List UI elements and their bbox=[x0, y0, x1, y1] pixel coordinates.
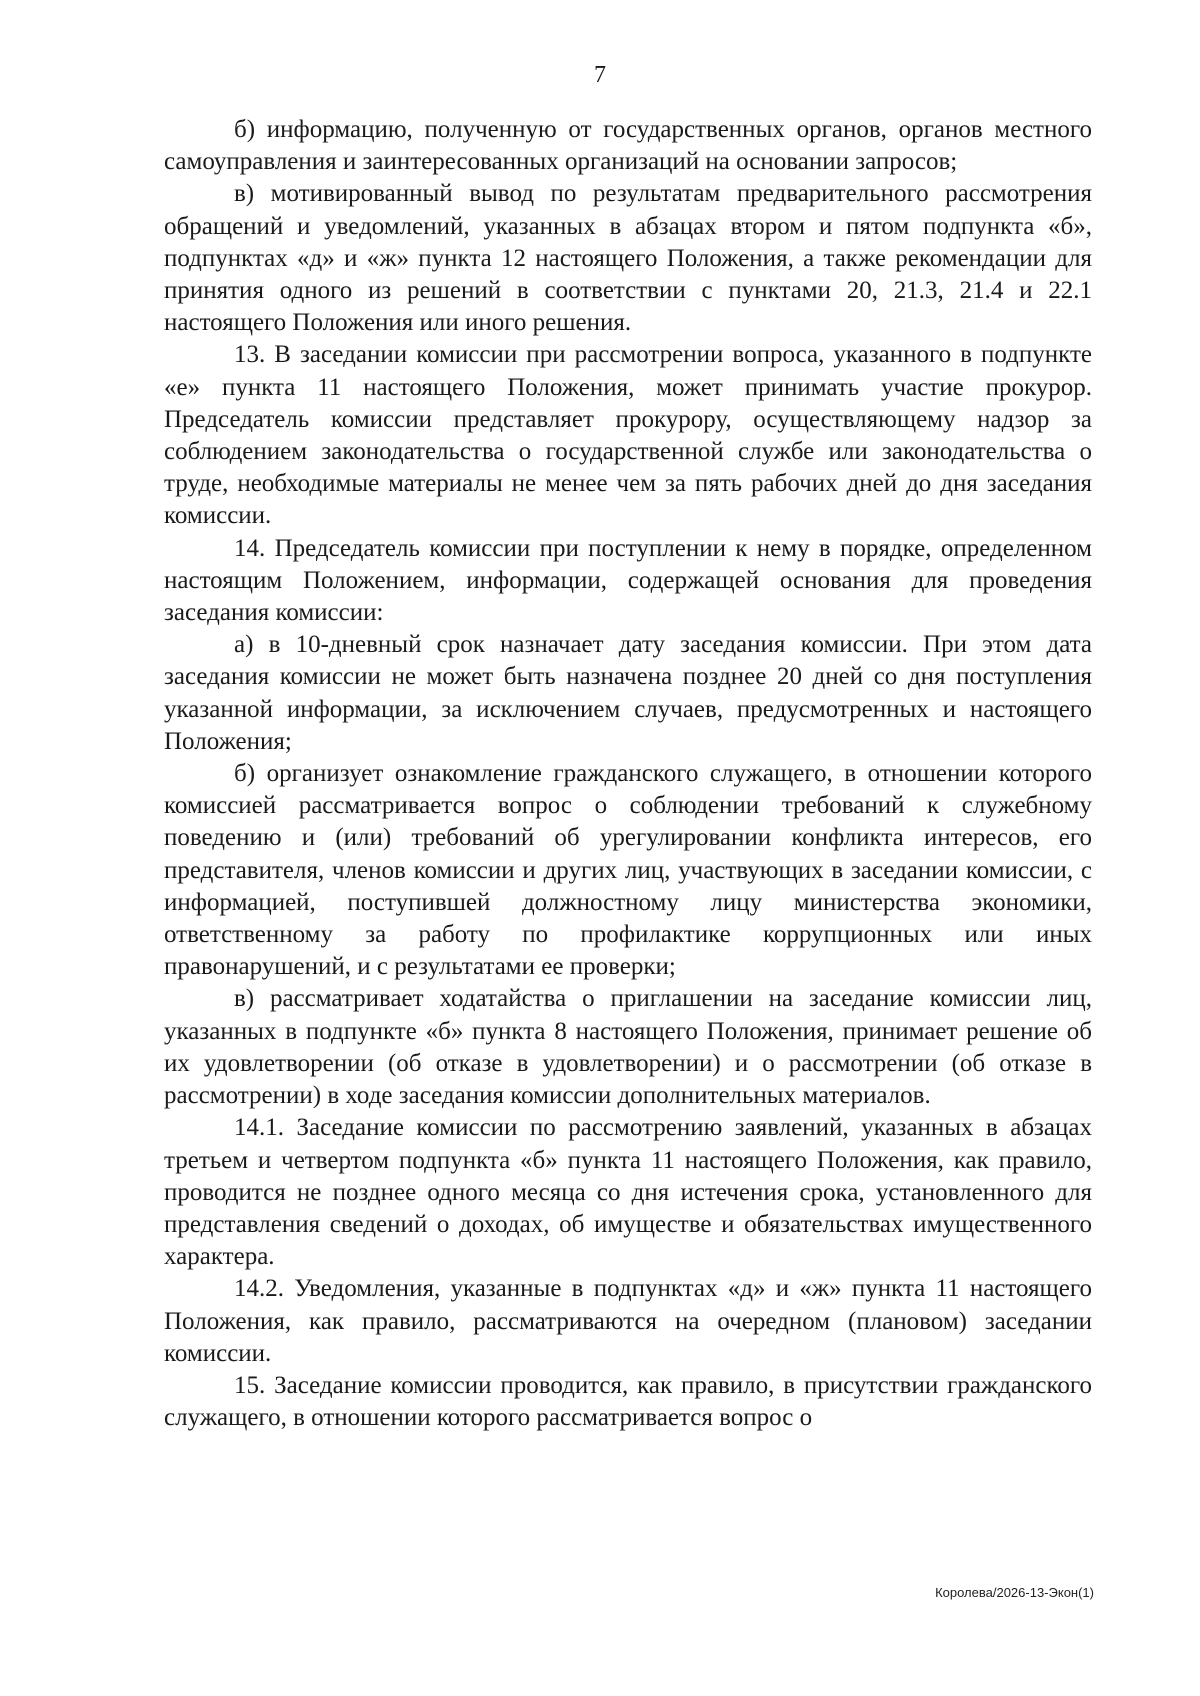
document-code: Королева/2026-13-Экон(1) bbox=[935, 1585, 1094, 1600]
paragraph-item-b-information: б) информацию, полученную от государственных органов, органов местного самоуправления и заинтересованных организаций на основании запросов; bbox=[164, 116, 1092, 176]
paragraph-14-b-familiarization: б) организует ознакомление гражданского служащего, в отношении которого комиссией рассматривается вопрос о соблюдении требований к служебному поведению и (или) требований об урегулировании конфликта интересов, его представителя, членов комиссии и других лиц, участвующих в заседании комиссии, с информацией, поступившей должностному лицу министерства экономики, ответственному за работу по профилактике коррупционных или иных правонарушений, и с результатами ее проверки; bbox=[164, 760, 1092, 981]
paragraph-14-chairman: 14. Председатель комиссии при поступлении к нему в порядке, определенном настоящим Положением, информации, содержащей основания для проведения заседания комиссии: bbox=[164, 534, 1092, 627]
paragraph-item-v-motivated-conclusion: в) мотивированный вывод по результатам предварительного рассмотрения обращений и уведомлений, указанных в абзацах втором и пятом подпункта «б», подпунктах «д» и «ж» пункта 12 настоящего Положения, а также рекомендации для принятия одного из решений в соответствии с пунктами 20, 21.3, 21.4 и 22.1 настоящего Положения или иного решения. bbox=[164, 180, 1092, 337]
paragraph-14-2-notifications: 14.2. Уведомления, указанные в подпунктах «д» и «ж» пункта 11 настоящего Положения, как правило, рассматриваются на очередном (плановом) заседании комиссии. bbox=[164, 1275, 1092, 1367]
paragraph-14-1-meeting: 14.1. Заседание комиссии по рассмотрению заявлений, указанных в абзацах третьем и четвертом подпункта «б» пункта 11 настоящего Положения, как правило, проводится не позднее одного месяца со дня истечения срока, установленного для представления сведений о доходах, об имуществе и обязательствах имущественного характера. bbox=[164, 1114, 1092, 1271]
document-body bbox=[164, 114, 1092, 1434]
paragraph-14-a-date: а) в 10-дневный срок назначает дату заседания комиссии. При этом дата заседания комиссии не может быть назначена позднее 20 дней со дня поступления указанной информации, за исключением случаев, предусмотренных и настоящего Положения; bbox=[164, 631, 1092, 755]
paragraph-13-prosecutor: 13. В заседании комиссии при рассмотрении вопроса, указанного в подпункте «е» пункта 11 настоящего Положения, может принимать участие прокурор. Председатель комиссии представляет прокурору, осуществляющему надзор за соблюдением законодательства о государственной службе или законодательства о труде, необходимые материалы не менее чем за пять рабочих дней до дня заседания комиссии. bbox=[164, 341, 1092, 530]
paragraph-14-v-petitions: в) рассматривает ходатайства о приглашении на заседание комиссии лиц, указанных в подпункте «б» пункта 8 настоящего Положения, принимает решение об их удовлетворении (об отказе в удовлетворении) и о рассмотрении (об отказе в рассмотрении) в ходе заседания комиссии дополнительных материалов. bbox=[164, 985, 1092, 1110]
page-number: 7 bbox=[594, 62, 606, 88]
paragraph-15-presence: 15. Заседание комиссии проводится, как правило, в присутствии гражданского служащего, в отношении которого рассматривается вопрос о bbox=[164, 1371, 1092, 1432]
